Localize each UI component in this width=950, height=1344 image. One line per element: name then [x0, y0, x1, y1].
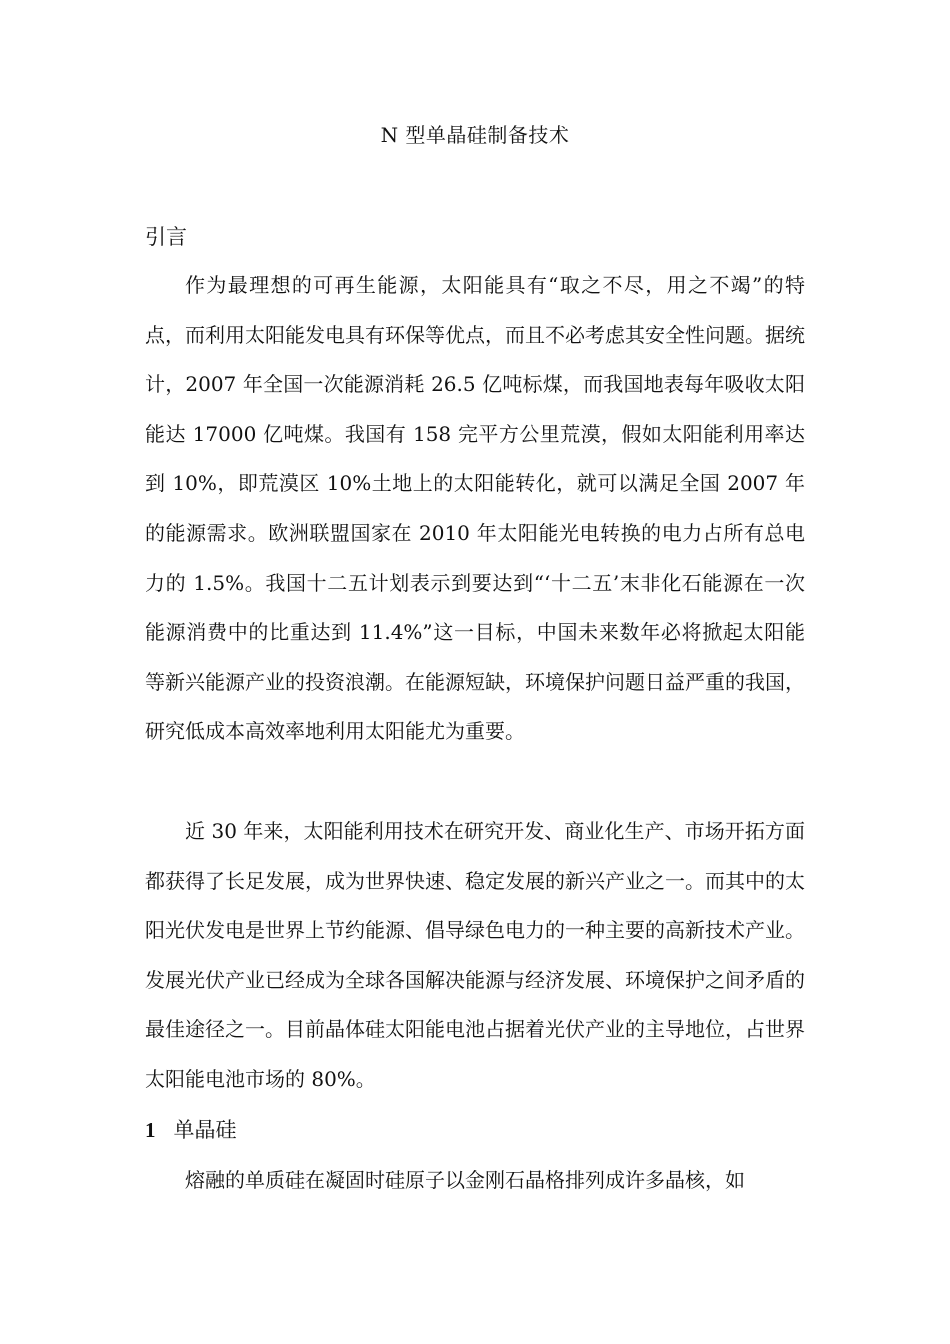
intro-paragraph-2: 近 30 年来，太阳能利用技术在研究开发、商业化生产、市场开拓方面都获得了长足发展，成为世界快速、稳定发展的新兴产业之一。而其中的太阳光伏发电是世界上节约能源、倡导绿色电力的一种主要的高新技术产业。发展光伏产业已经成为全球各国解决能源与经济发展、环境保护之间矛盾的最佳途径之一。目前晶体硅太阳能电池占据着光伏产业的主导地位，占世界太阳能电池市场的 80%。: [145, 819, 805, 1091]
document-title: N 型单晶硅制备技术: [380, 123, 570, 147]
section-1-paragraph: 熔融的单质硅在凝固时硅原子以金刚石晶格排列成许多晶核，如: [185, 1168, 745, 1192]
section-1-number: 1: [145, 1118, 156, 1142]
section-1-heading: [145, 1115, 237, 1145]
section-1-title: 单晶硅: [173, 1118, 237, 1142]
intro-heading: 引言: [145, 225, 187, 249]
intro-paragraph-1: 作为最理想的可再生能源，太阳能具有“取之不尽，用之不竭”的特点，而利用太阳能发电具有环保等优点，而且不必考虑其安全性问题。据统计，2007 年全国一次能源消耗 26.5 亿吨标煤，而我国地表每年吸收太阳能达 17000 亿吨煤。我国有 158 完平方公里荒漠，假如太阳能利用率达到 10%，即荒漠区 10%土地上的太阳能转化，就可以满足全国 2007 年的能源需求。欧洲联盟国家在 2010 年太阳能光电转换的电力占所有总电力的 1.5%。我国十二五计划表示到要达到“‘十二五’末非化石能源在一次能源消费中的比重达到 11.4%”这一目标，中国未来数年必将掀起太阳能等新兴能源产业的投资浪潮。在能源短缺，环境保护问题日益严重的我国，研究低成本高效率地利用太阳能尤为重要。: [145, 273, 805, 744]
